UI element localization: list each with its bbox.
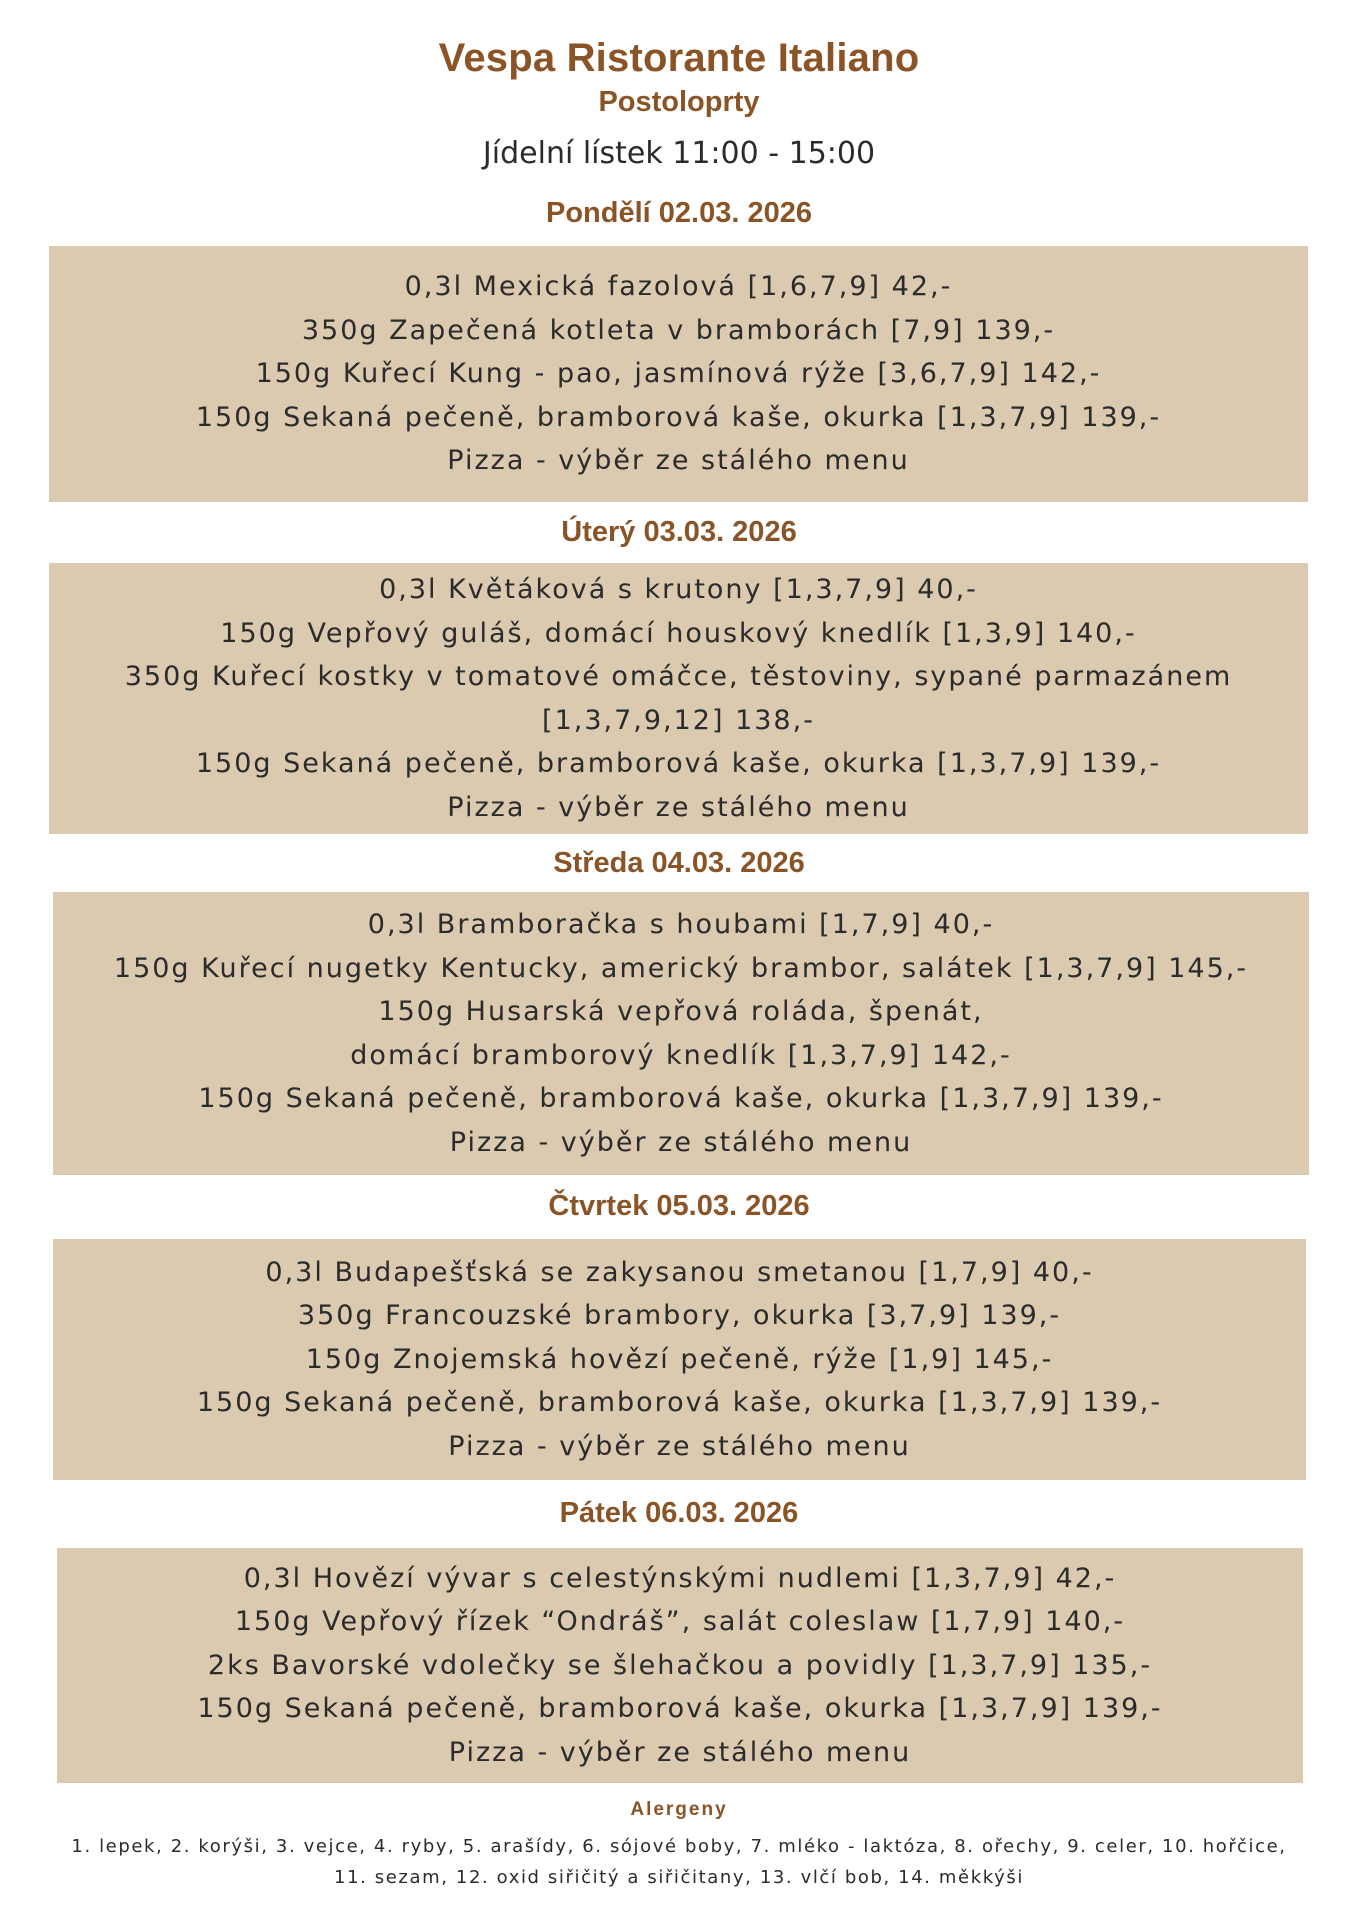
menu-item: [1,3,7,9,12] 138,- [542, 704, 815, 736]
allergens-title: Alergeny [630, 1799, 728, 1820]
day-menu-tuesday [49, 563, 1308, 834]
menu-item: 150g Kuřecí Kung - pao, jasmínová rýže [3,6,7,9] 142,- [255, 358, 1102, 390]
menu-item: 2ks Bavorské vdolečky se šlehačkou a povidly [1,3,7,9] 135,- [207, 1649, 1153, 1681]
day-menu-friday [57, 1548, 1303, 1783]
day-title-friday: Pátek 06.03. 2026 [559, 1497, 799, 1529]
day-title-thursday: Čtvrtek 05.03. 2026 [548, 1190, 810, 1222]
menu-item: 150g Sekaná pečeně, bramborová kaše, okurka [1,3,7,9] 139,- [197, 1693, 1163, 1725]
menu-item: 0,3l Bramboračka s houbami [1,7,9] 40,- [367, 909, 995, 940]
allergens-list: 1. lepek, 2. korýši, 3. vejce, 4. ryby, 5. arašídy, 6. sójové boby, 7. mléko - laktóza, 8. ořechy, 9. celer, 10. hořčice, 11. sezam, 12. oxid siřičitý a siřičitany, 13. vlčí bob, 14. měkkýši [71, 1836, 1287, 1888]
menu-item: 150g Znojemská hovězí pečeně, rýže [1,9] 145,- [305, 1343, 1054, 1375]
menu-item: 150g Sekaná pečeně, bramborová kaše, okurka [1,3,7,9] 139,- [195, 401, 1162, 433]
day-menu-thursday [53, 1239, 1306, 1480]
day-menu-monday [49, 246, 1308, 502]
menu-item: domácí bramborový knedlík [1,3,7,9] 142,- [350, 1039, 1012, 1071]
menu-item: Pizza - výběr ze stálého menu [449, 1126, 913, 1158]
menu-item: 150g Husarská vepřová roláda, špenát, [378, 996, 984, 1027]
menu-item: 150g Vepřový řízek “Ondráš”, salát coleslaw [1,7,9] 140,- [234, 1606, 1126, 1638]
menu-item: 150g Sekaná pečeně, bramborová kaše, okurka [1,3,7,9] 139,- [196, 1387, 1163, 1419]
menu-item: Pizza - výběr ze stálého menu [448, 1736, 912, 1768]
menu-item: 0,3l Budapešťská se zakysanou smetanou [1,7,9] 40,- [265, 1256, 1094, 1288]
restaurant-name: Vespa Ristorante Italiano [438, 36, 920, 80]
day-title-tuesday: Úterý 03.03. 2026 [561, 516, 797, 548]
menu-item: Pizza - výběr ze stálého menu [447, 791, 910, 823]
menu-item: 150g Sekaná pečeně, bramborová kaše, okurka [1,3,7,9] 139,- [198, 1083, 1164, 1114]
day-title-wednesday: Středa 04.03. 2026 [553, 847, 805, 879]
menu-item: 350g Zapečená kotleta v bramborách [7,9] 139,- [301, 314, 1056, 346]
menu-item: 0,3l Hovězí vývar s celestýnskými nudlemi [1,3,7,9] 42,- [243, 1562, 1117, 1594]
menu-item: 0,3l Mexická fazolová [1,6,7,9] 42,- [404, 271, 953, 303]
menu-hours: Jídelní lístek 11:00 - 15:00 [482, 136, 876, 171]
menu-item: Pizza - výběr ze stálého menu [448, 1430, 911, 1462]
day-title-monday: Pondělí 02.03. 2026 [546, 197, 812, 229]
menu-item: 350g Francouzské brambory, okurka [3,7,9] 139,- [297, 1300, 1062, 1332]
menu-item: 150g Vepřový guláš, domácí houskový knedlík [1,3,9] 140,- [220, 617, 1137, 649]
menu-item: 350g Kuřecí kostky v tomatové omáčce, těstoviny, sypané parmazánem [124, 661, 1233, 692]
menu-item: 150g Sekaná pečeně, bramborová kaše, okurka [1,3,7,9] 139,- [195, 748, 1162, 779]
menu-item: Pizza - výběr ze stálého menu [447, 445, 910, 477]
menu-item: 0,3l Květáková s krutony [1,3,7,9] 40,- [379, 574, 978, 605]
restaurant-location: Postoloprty [598, 86, 760, 118]
day-menu-wednesday [53, 892, 1309, 1175]
menu-item: 150g Kuřecí nugetky Kentucky, americký brambor, salátek [1,3,7,9] 145,- [113, 952, 1249, 984]
